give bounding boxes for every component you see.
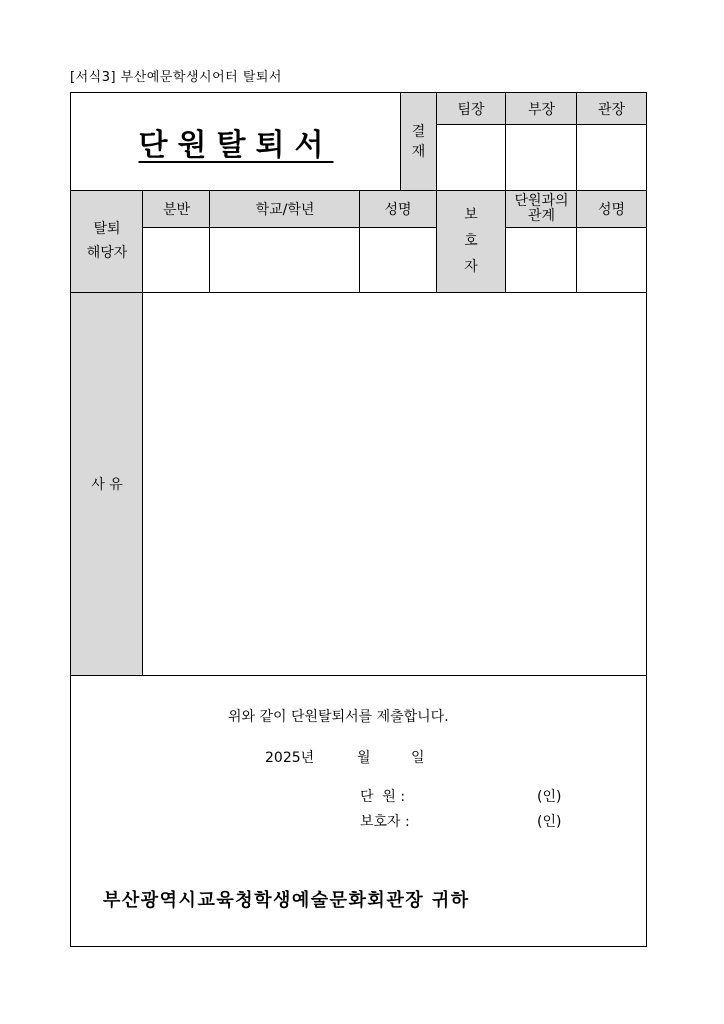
- member-label: 탈퇴 해당자: [86, 221, 128, 261]
- approval-role-team-lead: [436, 93, 506, 124]
- guardian-col-relation: [506, 190, 577, 227]
- approval-role-director: [577, 93, 646, 124]
- role-team-lead-label: 팀장: [457, 101, 485, 118]
- reason-label-cell: [71, 292, 143, 675]
- divider: [70, 675, 647, 676]
- guardian-name-field[interactable]: [577, 227, 646, 292]
- signature-member-seal[interactable]: (인): [537, 789, 562, 805]
- reason-field[interactable]: [143, 292, 646, 675]
- member-school-field[interactable]: [210, 227, 360, 292]
- role-dept-head-label: 부장: [527, 101, 556, 118]
- recipient-line: 부산광역시교육청학생예술문화회관장 귀하: [103, 890, 470, 911]
- guardian-label: 보 호 자: [464, 207, 478, 275]
- border-left: [70, 92, 71, 947]
- divider: [505, 92, 506, 293]
- document-title: 단원탈퇴서: [138, 127, 334, 163]
- divider: [143, 227, 436, 228]
- member-col-name-label: 성명: [384, 201, 412, 218]
- border-right: [646, 92, 647, 947]
- guardian-col-name: [577, 190, 646, 227]
- divider: [209, 190, 210, 293]
- member-name-field[interactable]: [360, 227, 436, 292]
- member-col-name: [360, 190, 436, 227]
- signature-member-label: 단 원 :: [360, 789, 406, 805]
- reason-label: 사 유: [91, 476, 123, 493]
- form-number-label: [서식3] 부산예문학생시어터 탈퇴서: [70, 70, 282, 85]
- guardian-relation-field[interactable]: [506, 227, 577, 292]
- border-bottom: [70, 946, 647, 947]
- approval-sign-director[interactable]: [577, 124, 646, 190]
- signature-guardian-label: 보호자 :: [360, 814, 410, 830]
- approval-label-cell: [401, 93, 436, 190]
- guardian-label-cell: [436, 190, 506, 292]
- date-year: 2025년: [265, 750, 315, 766]
- border-top: [70, 92, 647, 93]
- divider: [400, 92, 401, 191]
- divider: [436, 92, 437, 293]
- date-month: 월: [357, 750, 371, 766]
- approval-sign-team-lead[interactable]: [436, 124, 506, 190]
- approval-role-dept-head: [506, 93, 577, 124]
- member-class-field[interactable]: [143, 227, 210, 292]
- signature-guardian-seal[interactable]: (인): [537, 814, 562, 830]
- member-label-cell: [71, 190, 143, 292]
- guardian-col-name-label: 성명: [597, 201, 626, 218]
- divider: [436, 124, 647, 125]
- member-col-class-label: 분반: [162, 201, 191, 218]
- guardian-col-relation-label: 단원과의 관계: [514, 192, 569, 224]
- divider: [359, 190, 360, 293]
- member-col-school-label: 학교/학년: [255, 201, 315, 218]
- member-col-school: [210, 190, 360, 227]
- divider: [576, 92, 577, 293]
- member-col-class: [143, 190, 210, 227]
- approval-label: 결 재: [411, 123, 426, 160]
- divider: [142, 190, 143, 676]
- title-cell: [71, 93, 401, 190]
- approval-sign-dept-head[interactable]: [506, 124, 577, 190]
- role-director-label: 관장: [597, 101, 626, 118]
- date-day: 일: [411, 750, 425, 766]
- statement-text: 위와 같이 단원탈퇴서를 제출합니다.: [228, 709, 449, 725]
